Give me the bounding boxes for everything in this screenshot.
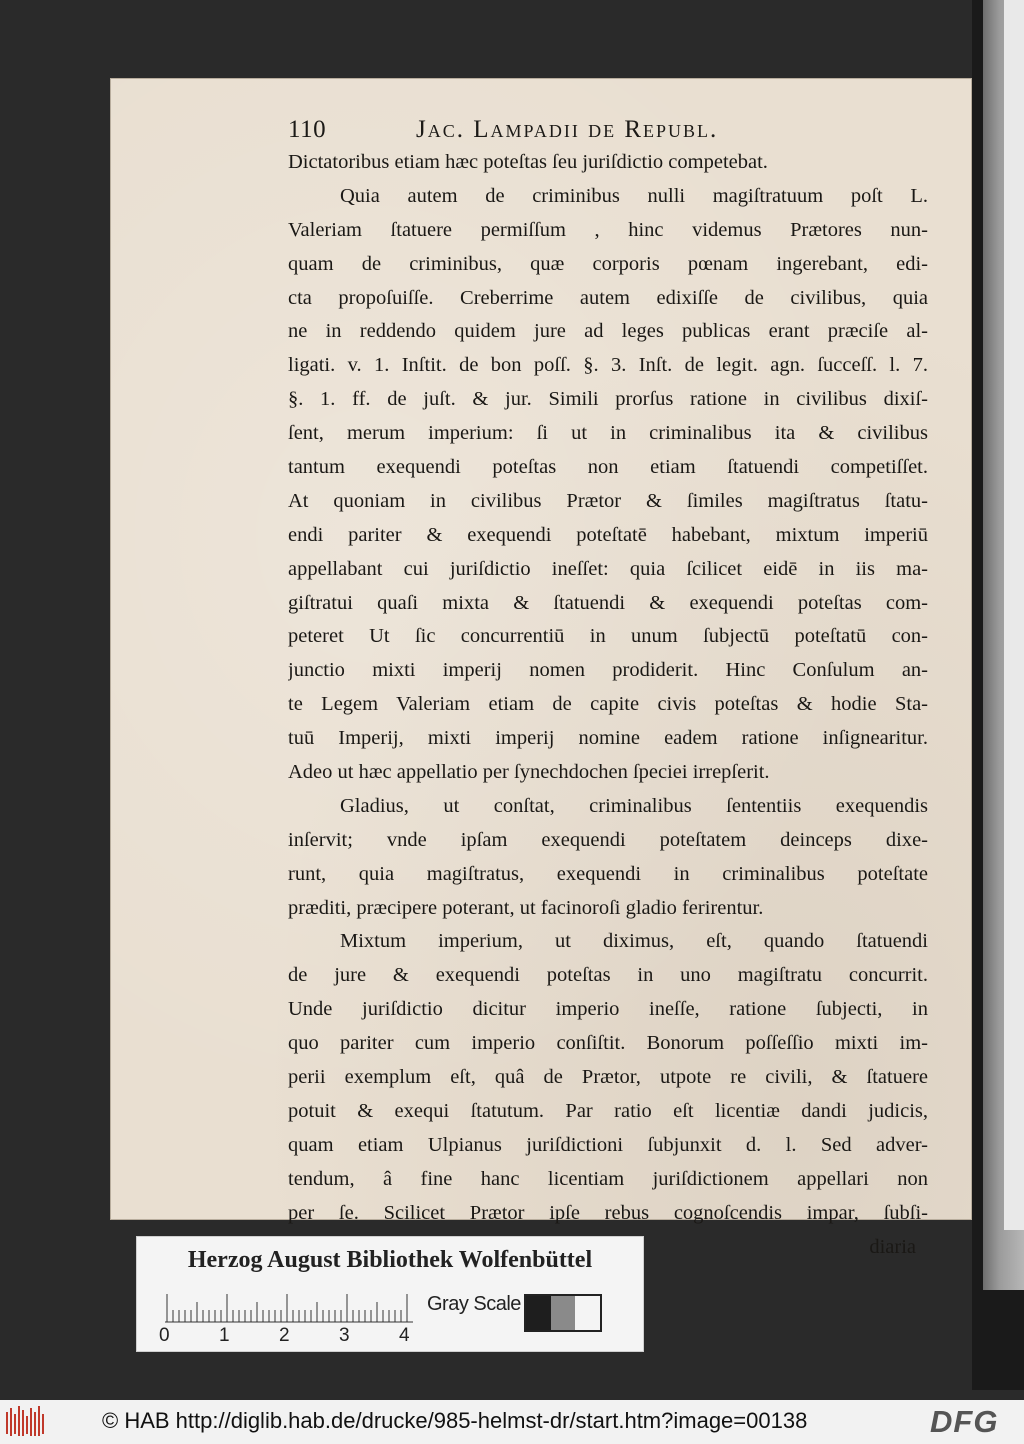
gray-swatch	[526, 1296, 551, 1330]
text-line: ſent, merum imperium: ſi ut in criminalibus ita & civilibus	[288, 422, 928, 445]
gray-scale-label: Gray Scale	[427, 1293, 521, 1315]
ruler-scale	[165, 1293, 413, 1323]
text-line: potuit & exequi ſtatutum. Par ratio eſt licentiæ dandi judicis,	[288, 1099, 928, 1122]
footer-bar	[0, 1400, 1024, 1444]
page-number: 110	[288, 116, 327, 143]
text-line: runt, quia magiſtratus, exequendi in criminalibus poteſtate	[288, 862, 928, 885]
library-name: Herzog August Bibliothek Wolfenbüttel	[187, 1247, 593, 1273]
text-line: ligati. v. 1. Inſtit. de bon poſſ. §. 3. Inſt. de legit. agn. ſucceſſ. l. 7.	[288, 354, 928, 377]
ruler-number: 0	[159, 1325, 170, 1346]
text-line: §. 1. ff. de juſt. & jur. Simili prorſus ratione in civilibus dixiſ-	[288, 388, 928, 411]
ruler-labels	[159, 1325, 419, 1349]
text-line: At quoniam in civilibus Prætor & ſimiles magiſtratus ſtatu-	[288, 489, 928, 512]
text-line: tendum, â fine hanc licentiam juriſdictionem appellari non	[288, 1167, 928, 1190]
text-line: junctio mixti imperij nomen prodiderit. Hinc Conſulum an-	[288, 659, 928, 682]
text-line: giſtratui quaſi mixta & ſtatuendi & exequendi poteſtas com-	[288, 591, 928, 614]
hab-barcode-logo-icon	[6, 1406, 46, 1438]
text-line: quam etiam Ulpianus juriſdictioni ſubjunxit d. l. Sed adver-	[288, 1133, 928, 1156]
text-line: peteret Ut ſic concurrentiū in unum ſubjectū poteſtatū con-	[288, 625, 928, 648]
gray-scale-swatches	[524, 1294, 602, 1332]
page-edge-facing	[1004, 0, 1024, 1230]
text-line: quam de criminibus, quæ corporis pœnam ingerebant, edi-	[288, 252, 928, 275]
running-title: Jac. Lampadii de Republ.	[416, 116, 719, 143]
gray-swatch	[575, 1296, 600, 1330]
text-line: Unde juriſdictio dicitur imperio ineſſe, ratione ſubjecti, in	[288, 998, 928, 1021]
ruler-number: 4	[399, 1325, 410, 1346]
color-card	[136, 1236, 644, 1352]
ruler-number: 3	[339, 1325, 350, 1346]
text-line: quo pariter cum imperio conſiſtit. Bonorum poſſeſſio mixti im-	[288, 1032, 928, 1055]
text-line: præditi, præcipere poterant, ut facinoroſi gladio ferirentur.	[288, 896, 764, 919]
text-line: ne in reddendo quidem jure ad leges publicas erant præciſe al-	[288, 320, 928, 343]
text-line: Mixtum imperium, ut diximus, eſt, quando ſtatuendi	[340, 930, 928, 953]
text-line: tantum exequendi poteſtas non etiam ſtatuendi competiſſet.	[288, 456, 928, 479]
copyright-link[interactable]: © HAB http://diglib.hab.de/drucke/985-helmst-dr/start.htm?image=00138	[102, 1408, 808, 1433]
dfg-logo: DFG	[930, 1404, 999, 1439]
text-line: Quia autem de criminibus nulli magiſtratuum poſt L.	[340, 184, 928, 207]
text-line: Valeriam ſtatuere permiſſum , hinc videmus Prætores nun-	[288, 218, 928, 241]
ruler-number: 1	[219, 1325, 230, 1346]
text-line: tuū Imperij, mixti imperij nomine eadem ratione inſignearitur.	[288, 727, 928, 750]
ruler-number: 2	[279, 1325, 290, 1346]
text-line: te Legem Valeriam etiam de capite civis poteſtas & hodie Sta-	[288, 693, 928, 716]
text-line: per ſe. Scilicet Prætor ipſe rebus cognoſcendis impar, ſubſi-	[288, 1201, 928, 1224]
catchword: diaria	[869, 1235, 916, 1258]
text-line: cta propoſuiſſe. Creberrime autem edixiſſe de civilibus, quia	[288, 286, 928, 309]
text-line: Gladius, ut conſtat, criminalibus ſententiis exequendis	[340, 794, 928, 817]
text-line: Dictatoribus etiam hæc poteſtas ſeu juriſdictio competebat.	[288, 151, 768, 173]
text-line: perii exemplum eſt, quâ de Prætor, utpote re civili, & ſtatuere	[288, 1066, 928, 1089]
text-line: de jure & exequendi poteſtas in uno magiſtratu concurrit.	[288, 964, 928, 987]
text-line: inſervit; vnde ipſam exequendi poteſtatem deinceps dixe-	[288, 828, 928, 851]
gray-swatch	[551, 1296, 576, 1330]
body-text	[288, 146, 928, 1264]
text-line: appellabant cui juriſdictio ineſſet: quia ſcilicet eidē in iis ma-	[288, 557, 928, 580]
text-line: endi pariter & exequendi poteſtatē habebant, mixtum imperiū	[288, 523, 928, 546]
text-line: Adeo ut hæc appellatio per ſynechdochen ſpeciei irrepſerit.	[288, 761, 770, 784]
